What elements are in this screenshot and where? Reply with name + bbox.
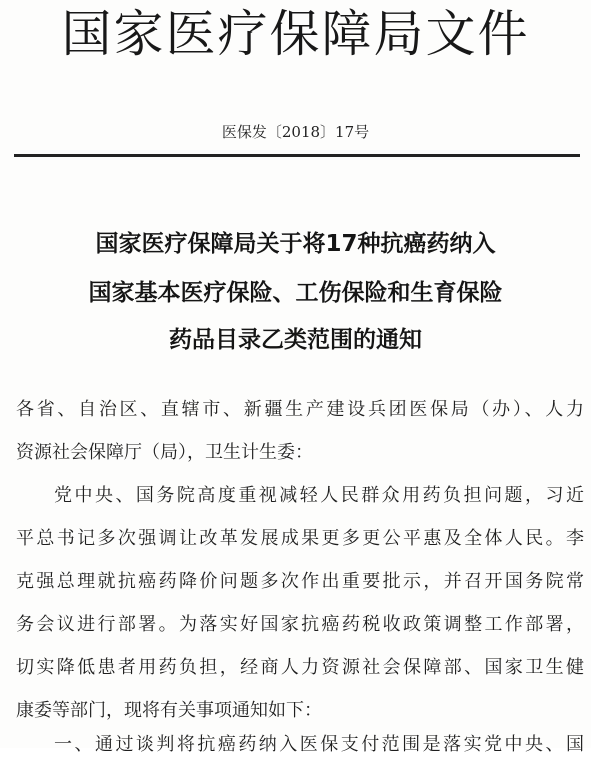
notice-title-line-2: 国家基本医疗保险、工伤保险和生育保险 — [88, 280, 503, 306]
body-line-1: 各省、自治区、直辖市、新疆生产建设兵团医保局（办）、人力 — [16, 399, 584, 420]
body-line-5: 克强总理就抗癌药降价问题多次作出重要批示，并召开国务院常 — [16, 571, 584, 592]
document-number: 医保发〔2018〕17号 — [221, 123, 370, 141]
notice-title-line-3: 药品目录乙类范围的通知 — [169, 327, 422, 353]
notice-title-line-1: 国家医疗保障局关于将17种抗癌药纳入 — [95, 231, 496, 257]
header-divider — [14, 154, 580, 157]
body-line-8: 康委等部门，现将有关事项通知如下： — [16, 700, 322, 721]
body-line-6: 务会议进行部署。为落实好国家抗癌药税收政策调整工作部署， — [16, 614, 584, 635]
body-line-2: 资源社会保障厅（局），卫生计生委： — [16, 442, 313, 463]
body-line-3: 党中央、国务院高度重视减轻人民群众用药负担问题，习近 — [54, 485, 584, 506]
body-line-9: 一、通过谈判将抗癌药纳入医保支付范围是落实党中央、国 — [54, 734, 584, 755]
document-header-title: 国家医疗保障局文件 — [61, 5, 530, 63]
body-line-7: 切实降低患者用药负担，经商人力资源社会保障部、国家卫生健 — [16, 657, 584, 678]
body-line-4: 平总书记多次强调让改革发展成果更多更公平惠及全体人民。李 — [16, 528, 584, 549]
